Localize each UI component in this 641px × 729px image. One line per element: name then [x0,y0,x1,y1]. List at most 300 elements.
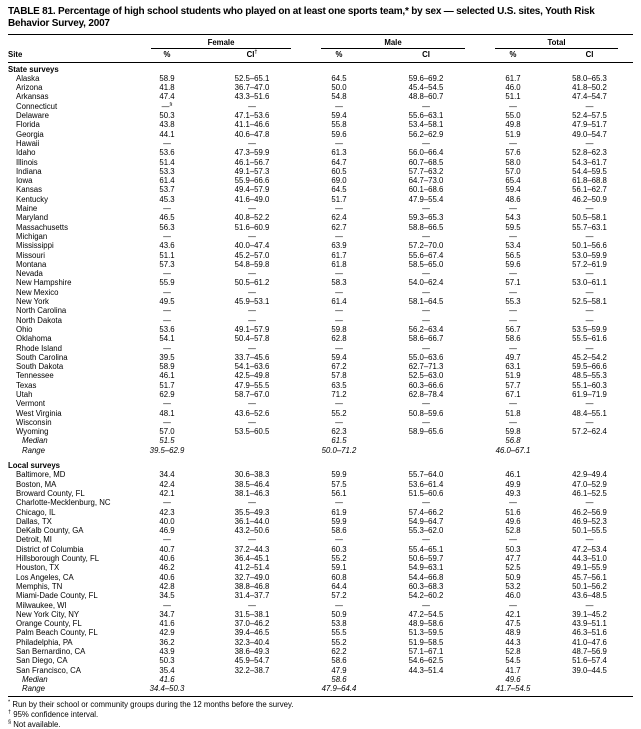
female-ci-cell: 33.7–45.6 [234,352,270,362]
site-header-spacer [8,36,136,49]
female-ci-cell: — [248,269,256,279]
male-pct-cell: 55.8 [331,120,347,130]
female-ci-cell: 49.4–57.9 [234,185,270,195]
female-ci-cell: 50.4–57.8 [234,334,270,344]
site-cell: New Hampshire [16,278,72,288]
female-pct-cell: 35.4 [159,665,175,675]
site-cell: Kentucky [16,194,49,204]
female-pct-cell: 51.7 [159,380,175,390]
total-ci-cell [546,436,633,445]
total-pct-cell: 55.3 [505,297,521,307]
male-pct-cell: 60.5 [331,166,347,176]
female-pct-cell: 54.1 [159,334,175,344]
female-ci-cell: — [248,535,256,545]
section-header: State surveys [8,64,59,74]
female-ci-cell: 46.1–56.7 [234,157,270,167]
female-pct-cell: — [163,600,171,610]
male-ci-cell [372,684,480,693]
male-pct-cell: 64.7 [331,157,347,167]
female-ci-cell: 37.0–46.2 [234,619,270,629]
total-pct-cell: 47.5 [505,619,521,629]
total-pct-cell: 57.0 [505,166,521,176]
site-cell: Houston, TX [16,563,60,573]
total-ci-cell: 57.2–61.9 [572,259,607,269]
total-group-label: Total [495,38,618,49]
total-ci-cell: 49.0–54.7 [572,129,607,139]
section-footnote-marker: § [8,719,12,726]
male-ci-cell: — [422,417,430,427]
female-ci-cell: 43.3–51.6 [234,92,270,102]
table-row [8,288,633,297]
male-pct-cell: 55.5 [331,628,347,638]
total-pct-cell: 53.2 [505,581,521,591]
male-ci-cell: 62.7–71.3 [408,362,444,372]
male-ci-cell: 57.1–67.1 [408,647,444,656]
male-ci-cell: 54.9–64.7 [408,516,444,526]
male-pct-cell: 59.9 [331,516,347,526]
total-pct-cell: — [509,417,517,427]
male-pct-cell: 51.7 [331,194,347,204]
table-row [8,591,633,600]
table-row [8,316,633,325]
male-pct-cell: — [335,600,343,610]
male-ci-cell: — [422,600,430,610]
female-ci-cell: 39.4–46.5 [234,628,270,638]
site-column-header: Site [8,49,136,62]
total-ci-cell: 46.1–52.5 [572,488,607,498]
male-ci-cell: 44.3–51.4 [408,665,444,675]
total-ci-cell: 55.7–63.1 [572,222,607,232]
site-cell: Massachusetts [16,222,69,232]
total-ci-cell: 61.8–68.8 [572,176,607,186]
total-pct-cell: 57.1 [505,278,521,288]
female-ci-cell: 50.5–61.2 [234,278,270,288]
site-cell: Broward County, FL [16,488,85,498]
table-row [8,554,633,563]
female-pct-cell: —§ [161,101,173,111]
total-pct-cell: 51.9 [505,129,521,139]
total-pct-cell: 51.9 [505,371,521,381]
table-row [8,666,633,675]
male-pct-cell: 50.0–71.2 [321,445,357,455]
total-ci-cell: — [585,399,594,409]
female-pct-cell: 40.0 [159,516,175,526]
table-row [8,480,633,489]
female-pct-cell: — [163,204,171,214]
female-pct-cell: 34.4–50.3 [149,684,185,694]
site-cell: Memphis, TN [16,581,63,591]
total-pct-cell: 42.1 [505,609,521,619]
female-ci-cell: 41.1–46.6 [234,120,270,130]
male-pct-cell: — [335,343,343,353]
male-pct-cell: 59.4 [331,111,347,121]
site-cell: Dallas, TX [16,516,52,526]
total-pct-cell: 46.1 [505,470,521,480]
total-ci-cell: — [585,600,594,610]
male-pct-cell: — [335,138,343,148]
total-pct-cell: 57.6 [505,148,521,158]
total-pct-cell: 48.9 [505,628,521,638]
male-pct-cell: 57.2 [331,591,347,601]
total-ci-cell: 44.3–51.0 [572,554,607,564]
total-ci-cell: 42.9–49.4 [572,470,607,480]
male-ci-cell: 58.9–65.6 [408,427,444,437]
table-row [8,489,633,498]
table-row [8,148,633,157]
male-ci-cell: 57.4–66.2 [408,507,444,517]
table-row [8,344,633,353]
female-ci-cell [198,684,306,693]
male-pct-cell: 62.2 [331,647,347,656]
total-pct-cell: 54.3 [505,213,521,223]
site-cell: Range [22,445,45,455]
male-pct-cell: 61.7 [331,250,347,260]
male-ci-cell: 54.0–62.4 [408,278,444,288]
total-ci-cell: 50.5–58.1 [572,213,607,223]
section-header: Local surveys [8,461,61,471]
male-pct-cell: 50.9 [331,609,347,619]
male-ci-cell: 53.4–58.1 [408,120,444,130]
total-pct-cell: 59.6 [505,259,521,269]
female-pct-cell: 48.1 [159,408,175,418]
site-cell: DeKalb County, GA [16,526,84,536]
male-pct-cell: — [335,417,343,427]
male-ci-cell: 48.9–58.6 [408,619,444,629]
table-row [8,498,633,507]
female-pct-cell: 42.4 [159,479,175,489]
female-pct-cell: 47.4 [159,92,175,102]
male-pct-cell: 61.3 [331,148,347,158]
male-ci-header: CI [372,49,480,62]
female-ci-cell [198,446,306,455]
table-row [8,158,633,167]
total-ci-cell: 47.4–54.7 [572,92,607,102]
table-row [8,269,633,278]
total-ci-cell [546,675,633,684]
total-pct-cell: 48.6 [505,194,521,204]
table-row [8,427,633,436]
male-ci-cell: 57.7–63.2 [408,166,444,176]
male-ci-cell: — [422,269,430,279]
table-title: TABLE 81. Percentage of high school students who played on at least one sports team,* by sex — selected U.S. sites, Youth Risk Behavior Survey, 2007 [8,6,633,35]
total-ci-cell: 48.7–56.9 [572,647,607,656]
total-pct-cell: 47.7 [505,554,521,564]
male-pct-cell: 50.0 [331,83,347,93]
male-pct-cell: 61.4 [331,297,347,307]
site-cell: Tennessee [16,371,54,381]
total-ci-cell: 45.2–54.2 [572,352,607,362]
male-pct-cell: 60.8 [331,572,347,582]
female-ci-cell: 51.6–60.9 [234,222,270,232]
male-pct-cell: 57.5 [331,479,347,489]
total-pct-cell: — [509,306,517,316]
female-pct-cell: — [163,315,171,325]
male-pct-cell: 69.0 [331,176,347,186]
male-pct-cell: 63.5 [331,380,347,390]
table-row [8,470,633,479]
total-ci-cell: 56.1–62.7 [572,185,607,195]
male-ci-cell: 54.4–66.8 [408,572,444,582]
female-pct-cell: 40.6 [159,554,175,564]
male-ci-cell: 51.3–59.5 [408,628,444,638]
table-row [8,390,633,399]
female-pct-cell: — [163,399,171,409]
total-ci-cell: 50.1–55.5 [572,526,607,536]
site-cell: San Francisco, CA [16,665,81,675]
male-pct-cell: — [335,287,343,297]
male-pct-cell: — [335,535,343,545]
male-ci-cell: — [422,315,430,325]
site-cell: Illinois [16,157,38,167]
female-pct-cell: 53.3 [159,166,175,176]
total-ci-cell: 46.2–50.9 [572,194,607,204]
male-pct-cell: 61.9 [331,507,347,517]
dagger-footnote-marker: † [254,49,258,56]
male-pct-cell: 59.6 [331,129,347,139]
table-row [8,260,633,269]
table-row [8,610,633,619]
male-ci-cell: 60.1–68.6 [408,185,444,195]
site-cell: Missouri [16,250,46,260]
male-ci-cell: 55.3–62.0 [408,526,444,536]
male-pct-cell: 55.2 [331,554,347,564]
total-ci-cell: 46.2–56.9 [572,507,607,517]
female-ci-cell: 49.1–57.9 [234,324,270,334]
female-ci-cell: 52.5–65.1 [234,73,270,83]
total-ci-cell: 41.0–47.6 [572,637,607,647]
female-pct-cell: 34.5 [159,591,175,601]
site-cell: Wyoming [16,427,49,437]
total-ci-cell: — [585,535,594,545]
female-ci-cell: 37.2–44.3 [234,544,270,554]
male-pct-cell: 59.4 [331,352,347,362]
female-pct-cell: 56.3 [159,222,175,232]
male-pct-cell: 61.8 [331,259,347,269]
site-cell: Los Angeles, CA [16,572,74,582]
female-ci-cell: 38.5–46.4 [234,479,270,489]
female-ci-cell: 32.7–49.0 [234,572,270,582]
site-cell: Arizona [16,83,43,93]
total-pct-cell: 49.9 [505,479,521,489]
table-row [8,526,633,535]
total-ci-header: CI [546,49,633,62]
site-cell: Milwaukee, WI [16,600,67,610]
female-ci-cell: 42.5–49.8 [234,371,270,381]
female-pct-cell: 51.1 [159,250,175,260]
female-ci-cell: — [248,498,256,508]
female-pct-cell: 46.5 [159,213,175,223]
male-ci-cell: — [422,306,430,316]
female-pct-cell: 34.7 [159,609,175,619]
table-row [8,545,633,554]
total-pct-cell: 46.0 [505,83,521,93]
total-pct-cell: 50.9 [505,572,521,582]
male-pct-cell: 59.1 [331,563,347,573]
site-cell: Oklahoma [16,334,52,344]
total-ci-cell: 53.0–61.1 [572,278,607,288]
male-ci-cell: 60.7–68.5 [408,157,444,167]
male-ci-cell: 47.9–55.4 [408,194,444,204]
male-pct-cell: 53.8 [331,619,347,629]
total-pct-cell: 58.0 [505,157,521,167]
total-pct-cell: — [509,399,517,409]
female-pct-cell: 51.5 [159,436,175,446]
total-ci-cell: 54.4–59.5 [572,166,607,176]
male-ci-cell: 56.2–62.9 [408,129,444,139]
table-row [8,362,633,371]
male-ci-cell: 51.5–60.6 [408,488,444,498]
total-pct-cell: 56.5 [505,250,521,260]
male-ci-cell: 54.2–60.2 [408,591,444,601]
site-cell: New York [16,297,49,307]
total-pct-cell: 49.7 [505,352,521,362]
male-group-header [306,36,480,49]
table-row [8,446,633,455]
site-cell: San Bernardino, CA [16,647,86,656]
total-ci-cell [546,684,633,693]
table-row [8,111,633,120]
table-row [8,223,633,232]
male-ci-cell: — [422,138,430,148]
total-pct-cell: 53.4 [505,241,521,251]
female-ci-cell: 49.1–57.3 [234,166,270,176]
male-pct-cell: 58.6 [331,656,347,666]
section-header-row [8,455,633,470]
female-ci-cell: — [248,306,256,316]
total-ci-cell: — [585,138,594,148]
male-pct-cell: 62.7 [331,222,347,232]
total-pct-cell: — [509,315,517,325]
female-ci-cell: — [248,343,256,353]
male-pct-cell: 67.2 [331,362,347,372]
male-pct-cell: — [335,315,343,325]
site-cell: Charlotte-Mecklenburg, NC [16,498,111,508]
total-pct-cell: — [509,231,517,241]
footnote-not-available: § Not available. [8,719,61,729]
female-pct-cell: 39.5 [159,352,175,362]
female-pct-cell: — [163,231,171,241]
female-pct-cell: — [163,269,171,279]
site-cell: West Virginia [16,408,62,418]
footnotes [8,696,633,729]
total-pct-cell: — [509,101,517,111]
table-row [8,195,633,204]
table-row [8,325,633,334]
table-row [8,418,633,427]
female-pct-header: % [136,49,198,62]
site-cell: San Diego, CA [16,656,68,666]
female-ci-cell: 40.6–47.8 [234,129,270,139]
total-ci-cell: 45.7–56.1 [572,572,607,582]
data-table [8,36,633,693]
female-pct-cell: 58.9 [159,73,175,83]
female-ci-cell: 55.9–66.6 [234,176,270,186]
male-pct-cell: — [335,306,343,316]
table-row [8,371,633,380]
table-row [8,297,633,306]
female-ci-header: CI† [198,49,306,62]
male-ci-cell: 56.0–66.4 [408,148,444,158]
female-ci-cell: 38.1–46.3 [234,488,270,498]
asterisk-footnote-marker: * [8,699,11,706]
table-row [8,675,633,684]
female-pct-cell: 46.1 [159,371,175,381]
male-ci-cell: 60.3–68.3 [408,581,444,591]
total-pct-cell: 59.5 [505,222,521,232]
male-ci-cell: 55.4–65.1 [408,544,444,554]
total-pct-cell: 51.6 [505,507,521,517]
total-pct-cell: — [509,600,517,610]
male-pct-cell: 58.6 [331,674,347,684]
total-pct-cell: 52.5 [505,563,521,573]
male-ci-cell [372,675,480,684]
total-ci-cell: — [585,315,594,325]
total-pct-cell: 65.4 [505,176,521,186]
male-ci-cell: — [422,287,430,297]
total-pct-cell: 49.8 [505,120,521,130]
male-pct-cell: 59.8 [331,324,347,334]
total-ci-cell: 57.2–62.4 [572,427,607,437]
total-ci-cell: — [585,269,594,279]
female-ci-cell: 38.8–46.8 [234,581,270,591]
male-ci-cell: 54.6–62.5 [408,656,444,666]
total-pct-cell: 41.7 [505,665,521,675]
male-ci-cell: 58.8–66.5 [408,222,444,232]
female-pct-cell: 55.9 [159,278,175,288]
female-ci-cell: — [248,287,256,297]
total-ci-cell: 55.5–61.6 [572,334,607,344]
total-ci-cell: — [585,498,594,508]
total-pct-cell: 49.3 [505,488,521,498]
table-row [8,638,633,647]
total-ci-cell: 50.1–56.2 [572,581,607,591]
site-cell: Mississippi [16,241,54,251]
site-cell: Delaware [16,111,49,121]
total-pct-cell: 49.6 [505,516,521,526]
female-pct-cell: 57.3 [159,259,175,269]
site-cell: North Carolina [16,306,67,316]
site-cell: Boston, MA [16,479,57,489]
site-cell: Kansas [16,185,43,195]
site-cell: Miami-Dade County, FL [16,591,98,601]
male-pct-cell: 58.3 [331,278,347,288]
footnote-run-by: * Run by their school or community groups during the 12 months before the survey. [8,699,294,710]
female-pct-cell: 58.9 [159,362,175,372]
site-cell: Palm Beach County, FL [16,628,98,638]
male-ci-cell: — [422,399,430,409]
table-row [8,381,633,390]
male-pct-cell: 47.9 [331,665,347,675]
site-cell: Maryland [16,213,49,223]
total-pct-cell: — [509,204,517,214]
site-cell: Nevada [16,269,43,279]
total-ci-cell: 52.5–58.1 [572,297,607,307]
site-cell: Median [22,436,48,446]
table-row [8,139,633,148]
total-ci-cell: 59.5–66.6 [572,362,607,372]
female-pct-cell: 53.6 [159,148,175,158]
total-ci-cell: 50.1–56.6 [572,241,607,251]
total-ci-cell: 41.8–50.2 [572,83,607,93]
total-pct-cell: 58.6 [505,334,521,344]
male-pct-cell: 64.5 [331,73,347,83]
female-pct-cell: 43.6 [159,241,175,251]
female-ci-cell: 43.2–50.6 [234,526,270,536]
site-cell: Maine [16,204,38,214]
male-ci-cell: 52.5–63.0 [408,371,444,381]
female-pct-cell: — [163,343,171,353]
total-ci-cell: 47.2–53.4 [572,544,607,554]
